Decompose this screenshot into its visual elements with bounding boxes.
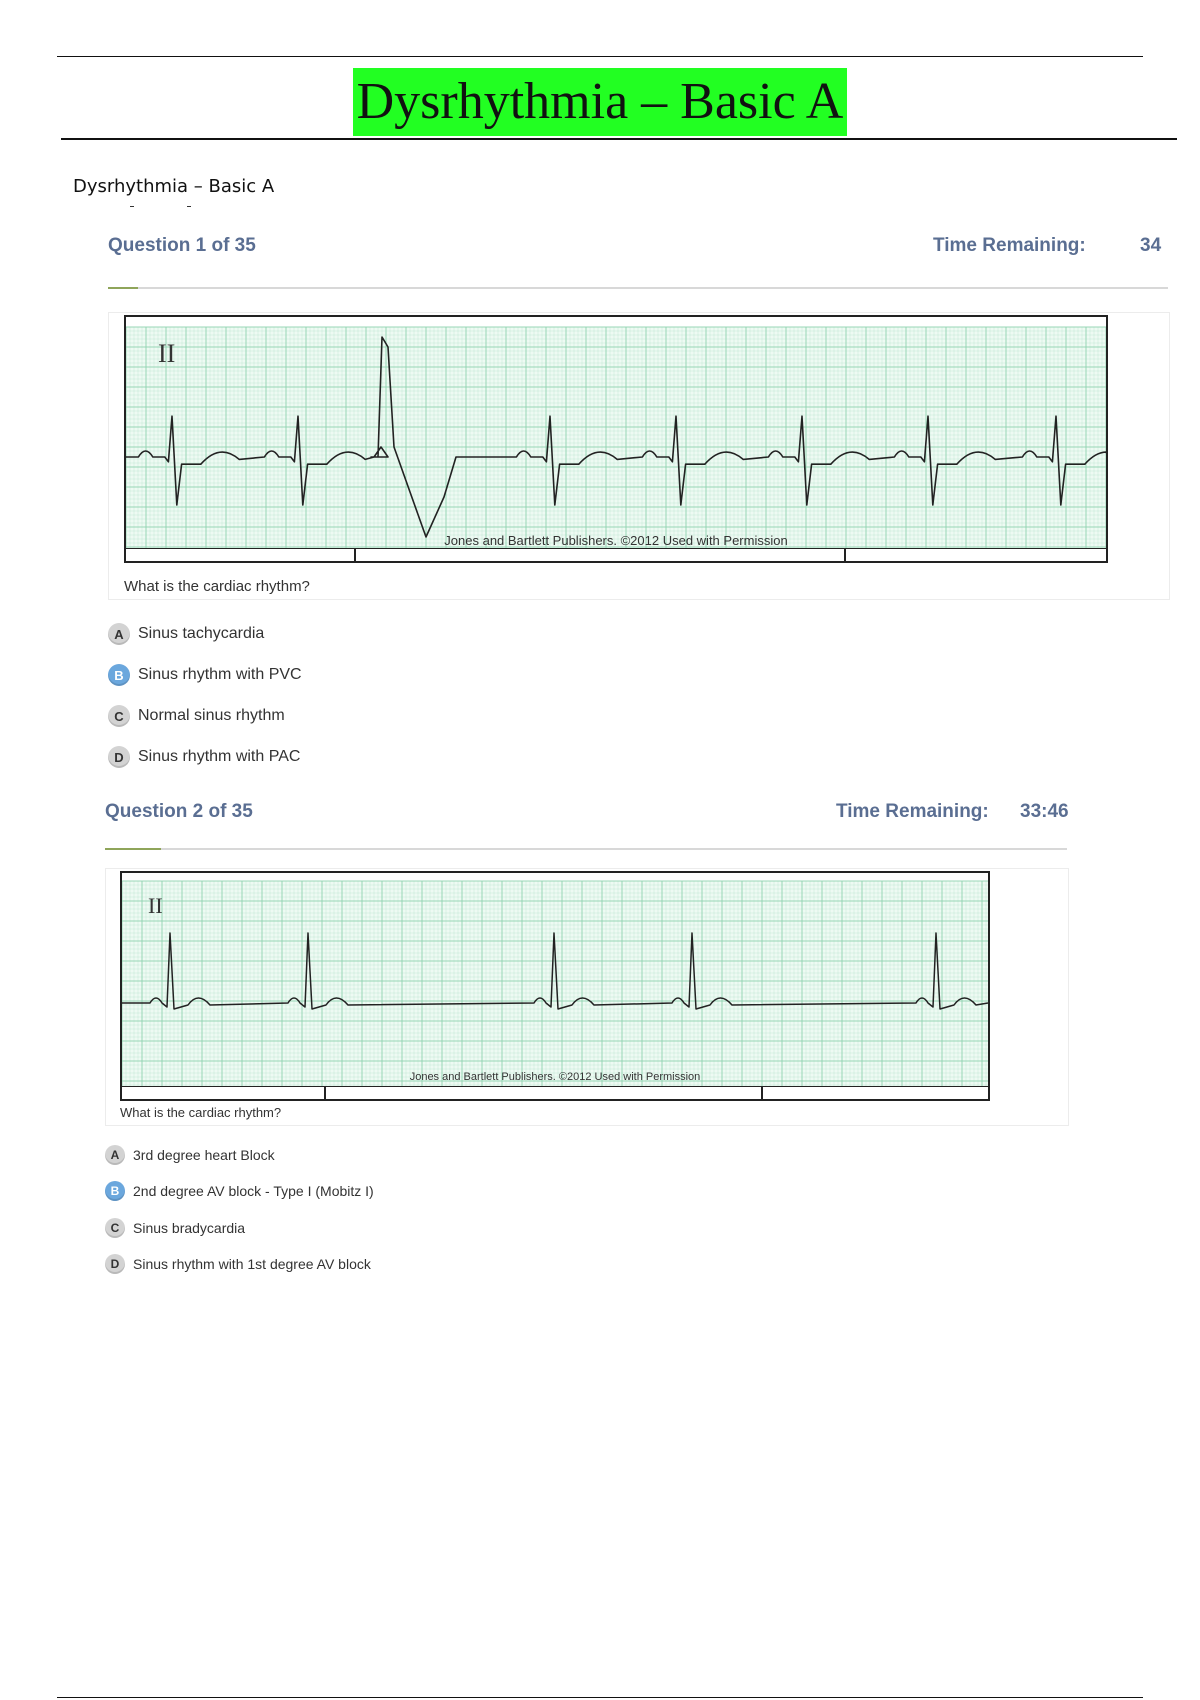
ecg-strip-1 xyxy=(124,315,1108,563)
option-label: 2nd degree AV block - Type I (Mobitz I) xyxy=(133,1183,374,1199)
option-badge: A xyxy=(108,623,130,645)
divider-mark xyxy=(187,206,191,207)
question-1-option-a[interactable] xyxy=(108,623,264,645)
ecg-strip-2-svg xyxy=(122,873,988,1087)
question-2-progress-bar xyxy=(105,848,161,850)
bottom-rule xyxy=(57,1697,1143,1698)
divider-mark xyxy=(130,206,134,207)
title-wrap xyxy=(0,68,1200,136)
question-2-option-a[interactable] xyxy=(105,1145,275,1165)
document-title: Dysrhythmia – Basic A xyxy=(353,68,848,136)
option-label: Sinus rhythm with PAC xyxy=(138,748,301,765)
ecg-strip-2-ruler xyxy=(122,1086,988,1099)
option-label: Sinus rhythm with 1st degree AV block xyxy=(133,1256,371,1272)
question-1-header: Question 1 of 35 xyxy=(108,235,256,256)
ruler-tick xyxy=(354,549,356,561)
question-2-prompt: What is the cardiac rhythm? xyxy=(120,1105,282,1120)
question-1-prompt: What is the cardiac rhythm? xyxy=(124,578,310,595)
option-label: Sinus bradycardia xyxy=(133,1220,246,1236)
ecg-credit: Jones and Bartlett Publishers. ©2012 Used with Permission xyxy=(444,533,788,548)
option-label: Sinus rhythm with PVC xyxy=(138,666,302,683)
ecg-lead-label: II xyxy=(158,339,176,368)
ruler-tick xyxy=(844,549,846,561)
question-2-time-label: Time Remaining: xyxy=(836,801,989,822)
option-badge: D xyxy=(108,746,130,768)
top-rule xyxy=(57,56,1143,57)
question-2-header: Question 2 of 35 xyxy=(105,801,253,822)
question-1-card xyxy=(108,312,1170,600)
ruler-tick xyxy=(761,1087,763,1099)
question-2-card xyxy=(105,868,1069,1126)
question-2-option-d[interactable] xyxy=(105,1254,371,1274)
question-2-progress-track xyxy=(105,848,1067,850)
ruler-tick xyxy=(324,1087,326,1099)
option-label: Sinus tachycardia xyxy=(138,625,265,642)
ecg-strip-2 xyxy=(120,871,990,1101)
question-1-progress-track xyxy=(108,287,1168,289)
question-2-time-value: 33:46 xyxy=(1020,801,1069,822)
option-badge: C xyxy=(108,705,130,727)
ecg-lead-label: II xyxy=(148,893,163,918)
ecg-credit: Jones and Bartlett Publishers. ©2012 Used with Permission xyxy=(409,1071,701,1083)
question-1-option-d[interactable] xyxy=(108,746,300,768)
question-2-option-b[interactable] xyxy=(105,1181,374,1201)
question-2-option-c[interactable] xyxy=(105,1218,245,1238)
question-1-time-value: 34 xyxy=(1140,235,1162,256)
ecg-grid-background xyxy=(126,327,1106,549)
option-badge-selected: B xyxy=(108,664,130,686)
document-subtitle: Dysrhythmia – Basic A xyxy=(73,176,275,197)
option-badge: A xyxy=(105,1145,125,1165)
question-1-option-c[interactable] xyxy=(108,705,285,727)
option-badge: C xyxy=(105,1218,125,1238)
option-label: 3rd degree heart Block xyxy=(133,1147,275,1163)
ecg-strip-1-svg xyxy=(126,317,1106,549)
option-badge: D xyxy=(105,1254,125,1274)
ecg-strip-1-ruler xyxy=(126,548,1106,561)
question-1-time-label: Time Remaining: xyxy=(933,235,1086,256)
option-label: Normal sinus rhythm xyxy=(138,707,285,724)
question-1-option-b[interactable] xyxy=(108,664,302,686)
question-1-progress-bar xyxy=(108,287,138,289)
title-underline xyxy=(61,138,1177,140)
option-badge-selected: B xyxy=(105,1181,125,1201)
